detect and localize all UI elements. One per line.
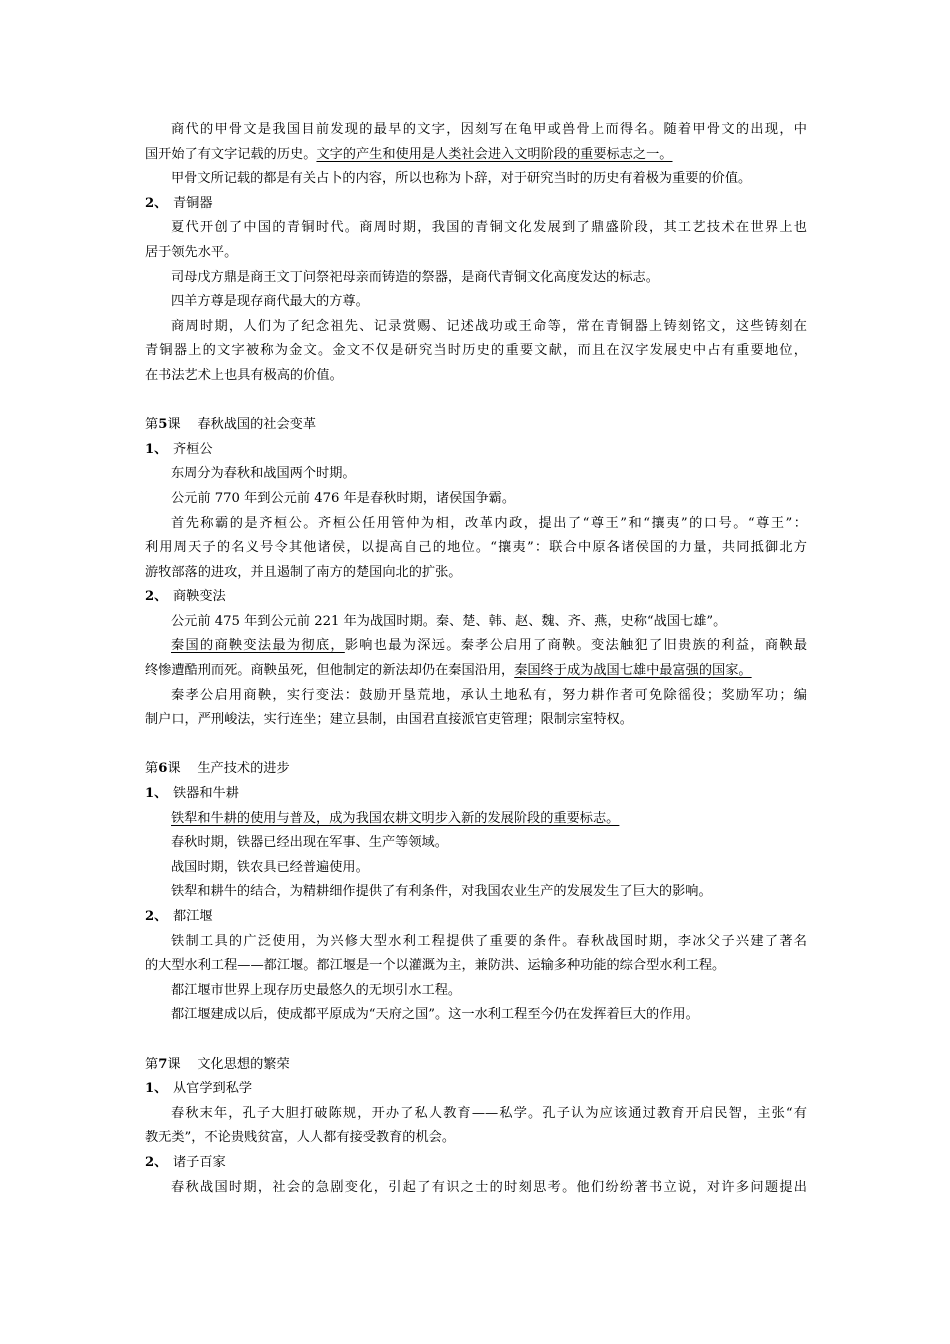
- paragraph-warring-states: 公元前 475 年到公元前 221 年为战国时期。秦、楚、韩、赵、魏、齐、燕，史称“战国七雄”。: [171, 613, 727, 629]
- section-heading-qi-huan-gong: 1、 齐桓公: [145, 441, 213, 457]
- underlined-text: 秦国的商鞅变法最为彻底，: [171, 638, 345, 654]
- section-heading-shang-yang: 2、 商鞅变法: [145, 589, 226, 605]
- section-heading-hundred-schools: 2、 诸子百家: [145, 1154, 226, 1170]
- section-heading-iron-plough: 1、 铁器和牛耕: [145, 786, 239, 802]
- paragraph-jinwen-cont: 青铜器上的文字被称为金文。金文不仅是研究当时历史的重要文献，而且在汉字发展史中占有重要地位，: [145, 343, 807, 359]
- section-heading-dujiangyan: 2、 都江堰: [145, 909, 213, 924]
- paragraph-dujiangyan-cont: 的大型水利工程——都江堰。都江堰是一个以灌溉为主，兼防洪、运输多种功能的综合型水利工程。: [145, 958, 726, 974]
- paragraph-spring-autumn: 公元前 770 年到公元前 476 年是春秋时期，诸侯国争霸。: [171, 490, 516, 506]
- paragraph-eastern-zhou: 东周分为春秋和战国两个时期。: [171, 466, 356, 482]
- paragraph-plough-ox: 铁犁和耕牛的结合，为精耕细作提供了有利条件，对我国农业生产的发展发生了巨大的影响。: [171, 884, 712, 900]
- document-page: [145, 118, 807, 1200]
- paragraph-first-hegemon-cont: 利用周天子的名义号令其他诸侯，以提高自己的地位。“攘夷”：联合中原各诸侯国的力量，共同抵御北方: [145, 540, 807, 556]
- lesson-5-title: 第5课 春秋战国的社会变革: [145, 417, 317, 433]
- paragraph-jinwen-end: 在书法艺术上也具有极高的价值。: [145, 367, 343, 383]
- paragraph-dujiangyan-oldest: 都江堰市世界上现存历史最悠久的无坝引水工程。: [171, 982, 462, 998]
- underlined-text: 铁犁和牛耕的使用与普及，成为我国农耕文明步入新的发展阶段的重要标志。: [171, 810, 620, 826]
- section-heading-private-school: 1、 从官学到私学: [145, 1081, 253, 1097]
- paragraph-confucius: 春秋末年，孔子大胆打破陈规，开办了私人教育——私学。孔子认为应该通过教育开启民智，主张“有: [171, 1105, 807, 1121]
- paragraph-jinwen: 商周时期，人们为了纪念祖先、记录赏赐、记述战功或王命等，常在青铜器上铸刻铭文，这些铸刻在: [171, 318, 807, 334]
- paragraph-simuwu-ding: 司母戊方鼎是商王文丁问祭祀母亲而铸造的祭器，是商代青铜文化高度发达的标志。: [171, 269, 659, 285]
- paragraph-hundred-schools: 春秋战国时期，社会的急剧变化，引起了有识之士的时刻思考。他们纷纷著书立说，对许多问题提出: [171, 1179, 807, 1195]
- paragraph-shang-yang-reform-cont: 终惨遭酷刑而死。商鞅虽死，但他制定的新法却仍在秦国沿用，秦国终于成为战国七雄中最富强的国家。: [145, 663, 752, 679]
- paragraph-first-hegemon: 首先称霸的是齐桓公。齐桓公任用管仲为相，改革内政，提出了“尊王”和“攘夷”的口号。“尊王”：: [171, 515, 807, 531]
- paragraph-iron-warring: 战国时期，铁农具已经普遍使用。: [171, 859, 369, 875]
- paragraph-divination: 甲骨文所记载的都是有关占卜的内容，所以也称为卜辞，对于研究当时的历史有着极为重要的价值。: [171, 171, 752, 187]
- paragraph-reform-measures-cont: 制户口，严刑峻法，实行连坐；建立县制，由国君直接派官吏管理；限制宗室特权。: [145, 712, 633, 728]
- lesson-6-title: 第6课 生产技术的进步: [145, 761, 290, 777]
- section-heading-bronze: 2、 青铜器: [145, 195, 213, 211]
- underlined-text: 秦国终于成为战国七雄中最富强的国家。: [514, 663, 752, 679]
- lesson-7-title: 第7课 文化思想的繁荣: [145, 1056, 290, 1072]
- paragraph-first-hegemon-end: 游牧部落的进攻，并且遏制了南方的楚国向北的扩张。: [145, 564, 462, 580]
- underlined-text: 文字的产生和使用是人类社会进入文明阶段的重要标志之一。: [316, 146, 673, 162]
- paragraph-bronze-age: 夏代开创了中国的青铜时代。商周时期，我国的青铜文化发展到了鼎盛阶段，其工艺技术在世界上也: [171, 220, 807, 236]
- paragraph-oracle-bone-cont: 国开始了有文字记载的历史。文字的产生和使用是人类社会进入文明阶段的重要标志之一。: [145, 146, 673, 162]
- paragraph-bronze-age-cont: 居于领先水平。: [145, 244, 238, 260]
- paragraph-confucius-cont: 教无类”，不论贵贱贫富，人人都有接受教育的机会。: [145, 1130, 456, 1146]
- paragraph-shang-yang-reform: 秦国的商鞅变法最为彻底，影响也最为深远。秦孝公启用了商鞅。变法触犯了旧贵族的利益，商鞅最: [171, 638, 808, 654]
- paragraph-tianfu: 都江堰建成以后，使成都平原成为“天府之国”。这一水利工程至今仍在发挥着巨大的作用。: [171, 1007, 699, 1023]
- paragraph-iron-plough-mark: [145, 807, 807, 832]
- paragraph-oracle-bone: 商代的甲骨文是我国目前发现的最早的文字，因刻写在龟甲或兽骨上而得名。随着甲骨文的出现，中: [171, 122, 807, 137]
- paragraph-dujiangyan: 铁制工具的广泛使用，为兴修大型水利工程提供了重要的条件。春秋战国时期，李冰父子兴建了著名: [171, 933, 807, 949]
- paragraph-iron-spring-autumn: 春秋时期，铁器已经出现在军事、生产等领域。: [171, 835, 448, 851]
- paragraph-four-goat-zun: 四羊方尊是现存商代最大的方尊。: [171, 294, 369, 310]
- paragraph-reform-measures: 秦孝公启用商鞅，实行变法：鼓励开垦荒地，承认土地私有，努力耕作者可免除徭役；奖励军功；编: [171, 687, 807, 703]
